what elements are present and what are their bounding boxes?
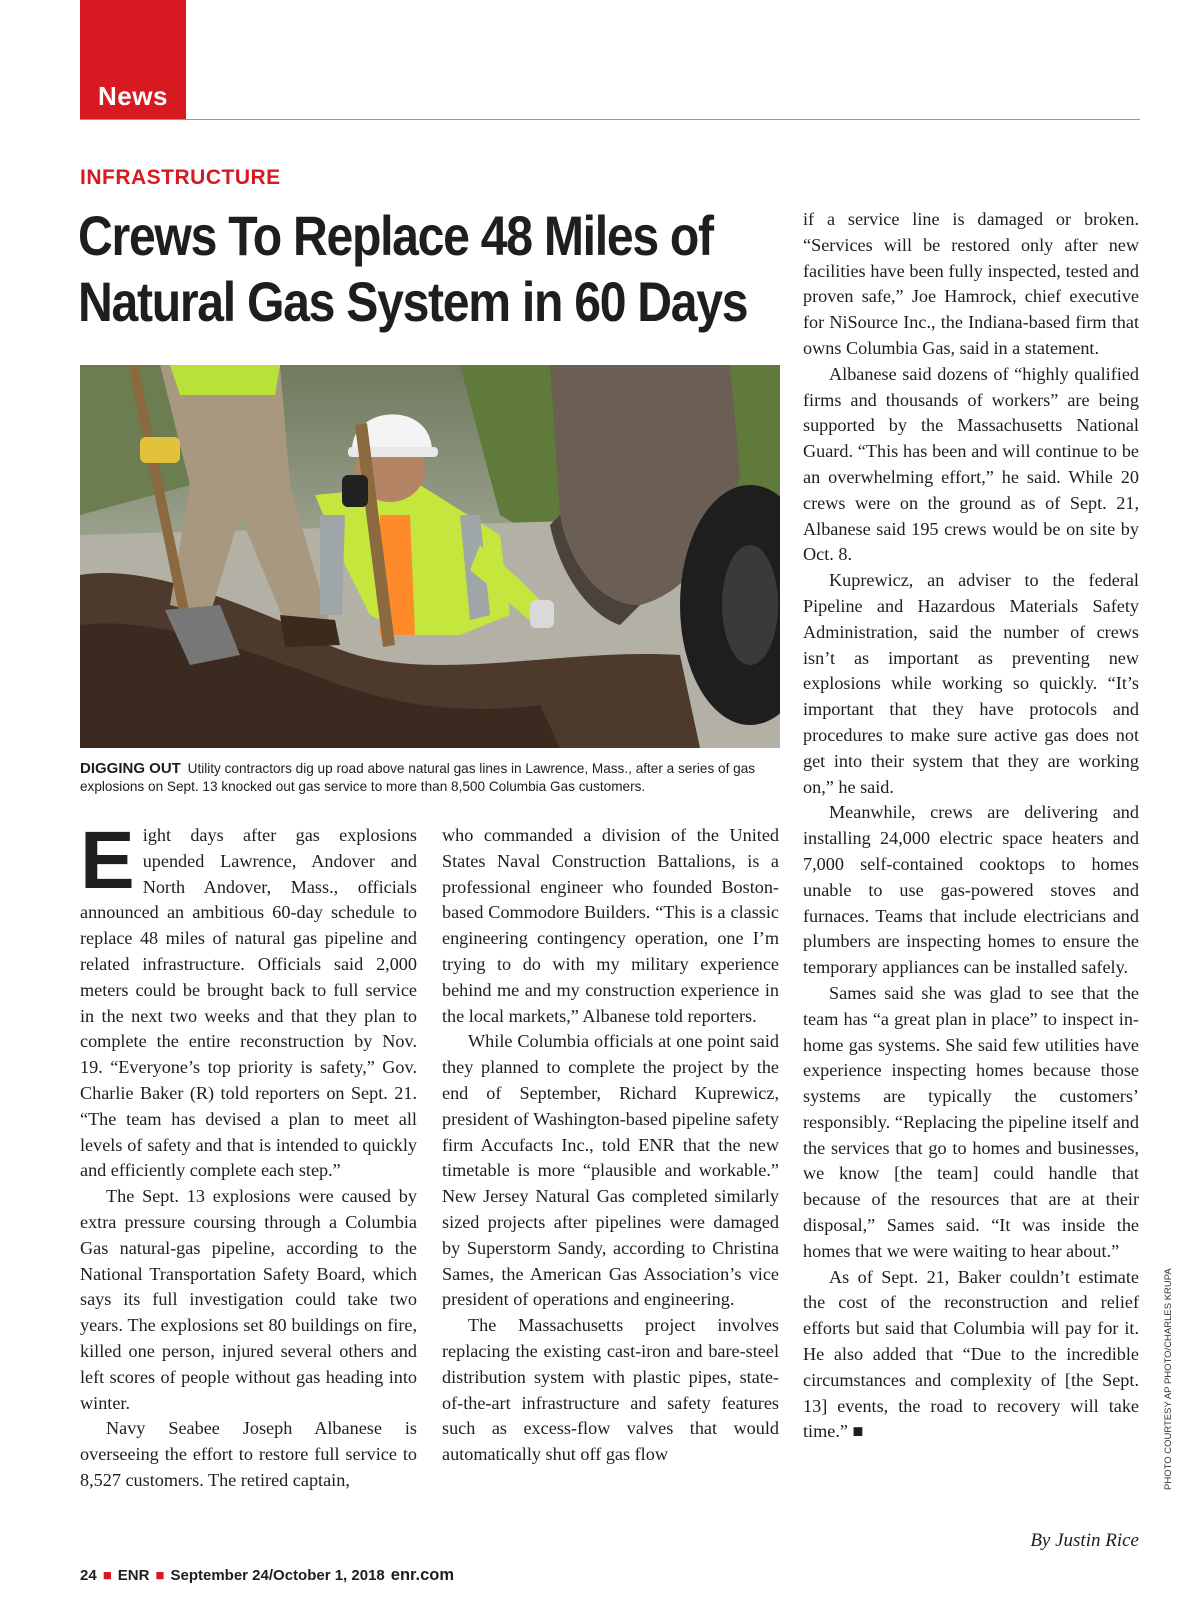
article-paragraph: As of Sept. 21, Baker couldn’t estimate the cost of the reconstruction and relief efforts but said that Columbia will pay for it. He also added that “Due to the incredible circumstances and complexity of [the Sept. 13] events, the road to recovery will take time.” ■ [803, 1266, 1139, 1442]
byline: By Justin Rice [1030, 1530, 1139, 1551]
caption-lead: DIGGING OUT [80, 760, 181, 777]
caption-text: Utility contractors dig up road above natural gas lines in Lawrence, Mass., after a series of gas explosions on Sept. 13 knocked out gas service to more than 8,500 Columbia Gas customers. [80, 761, 756, 794]
section-tab [80, 0, 186, 120]
header-rule [80, 119, 1140, 120]
article-paragraph: Navy Seabee Joseph Albanese is overseeing the effort to restore full service to 8,527 customers. The retired captain, [80, 1418, 417, 1490]
drop-cap: E [80, 815, 135, 906]
article-paragraph [80, 815, 417, 1184]
photo-credit: PHOTO COURTESY AP PHOTO/CHARLES KRUPA [1163, 1268, 1174, 1490]
separator-icon: ■ [102, 1567, 112, 1584]
headline-line-2: Natural Gas System in 60 Days [78, 270, 748, 333]
article-paragraph: Albanese said dozens of “highly qualified firms and thousands of workers” are being supported by the Massachusetts National Guard. “This has been and will continue to be an overwhelming effort,” he said. While 20 crews were on the ground as of Sept. 21, Albanese said 195 crews would be on site by Oct. 8. [803, 363, 1139, 565]
article-column-2 [442, 823, 779, 1468]
article-photo [80, 365, 780, 748]
article-paragraph: The Sept. 13 explosions were caused by extra pressure coursing through a Columbia Gas natural-gas pipeline, according to the National Transportation Safety Board, which says its full investigation could take two years. The explosions set 80 buildings on fire, killed one person, injured several others and left scores of people without gas heading into winter. [80, 1186, 417, 1413]
publication-name: ENR [117, 1567, 150, 1584]
website-link[interactable]: enr.com [390, 1566, 455, 1584]
article-column-1 [80, 815, 417, 1494]
separator-icon: ■ [155, 1567, 165, 1584]
article-paragraph: who commanded a division of the United States Naval Construction Battalions, is a professional engineer who founded Boston-based Commodore Builders. “This is a classic engineering contingency operation, one I’m trying to do with my military experience behind me and my construction experience in the local markets,” Albanese told reporters. [442, 825, 779, 1026]
section-tab-label: News [98, 81, 168, 111]
article-column-3 [803, 207, 1139, 1445]
issue-date: September 24/October 1, 2018 [170, 1567, 385, 1584]
headline [78, 203, 748, 335]
kicker: INFRASTRUCTURE [80, 166, 281, 189]
article-paragraph: While Columbia officials at one point said they planned to complete the project by the end of September, Richard Kuprewicz, president of Washington-based pipeline safety firm Accufacts Inc., told ENR that the new timetable is more “plausible and workable.” New Jersey Natural Gas completed similarly sized projects after pipelines were damaged by Superstorm Sandy, according to Christina Sames, the American Gas Association’s vice president of operations and engineering. [442, 1031, 779, 1310]
paragraph-text: ight days after gas explosions upended Lawrence, Andover and North Andover, Mass., officials announced an ambitious 60-day schedule to replace 48 miles of natural gas pipeline and related infrastructure. Officials said 2,000 meters could be brought back to full service in the next two weeks and that they plan to complete the entire reconstruction by Nov. 19. “Everyone’s top priority is safety,” Gov. Charlie Baker (R) told reporters on Sept. 21. “The team has devised a plan to meet all levels of safety and that is intended to quickly and efficiently complete each step.” [80, 825, 417, 1181]
photo-caption [80, 760, 780, 796]
article-paragraph: The Massachusetts project involves replacing the existing cast-iron and bare-steel distribution system with plastic pipes, state-of-the-art infrastructure and safety features such as excess-flow valves that would automatically shut off gas flow [442, 1315, 779, 1465]
headline-line-1: Crews To Replace 48 Miles of [78, 204, 713, 267]
article-paragraph: if a service line is damaged or broken. “Services will be restored only after new facilities have been fully inspected, tested and proven safe,” Joe Hamrock, chief executive for NiSource Inc., the Indiana-based firm that owns Columbia Gas, said in a statement. [803, 209, 1139, 358]
page-footer [80, 1566, 454, 1585]
article-paragraph: Sames said she was glad to see that the team has “a great plan in place” to inspect in-home gas systems. She said few utilities have experience inspecting homes because those systems are typically the customers’ responsibly. “Replacing the pipeline itself and the services that go to homes and businesses, we know [the team] could handle that because of the resources that are at their disposal,” Sames said. “It was inside the homes that we were waiting to hear about.” [803, 982, 1139, 1261]
article-paragraph: Meanwhile, crews are delivering and installing 24,000 electric space heaters and 7,000 self-contained cooktops to homes unable to use gas-powered stoves and furnaces. Teams that include electricians and plumbers are inspecting homes to ensure the temporary appliances can be installed safely. [803, 802, 1139, 978]
article-paragraph: Kuprewicz, an adviser to the federal Pipeline and Hazardous Materials Safety Administration, said the number of crews isn’t as important as preventing new explosions while working so quickly. “It’s important that they have protocols and procedures to make sure active gas does not get into their system that they are working on,” he said. [803, 570, 1139, 797]
page-number: 24 [80, 1567, 97, 1584]
